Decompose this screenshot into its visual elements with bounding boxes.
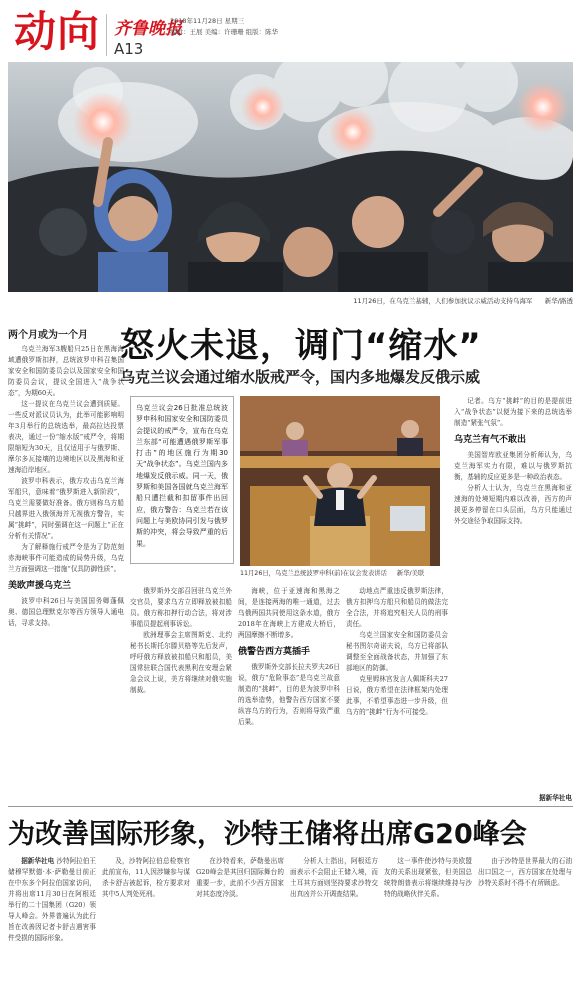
paragraph: 欧洲理事会主席图斯克、北约秘书长斯托尔滕贝格等先后发声，呼吁俄方释放被扣船只和船员，美国常驻联合国代表黑利在安理会紧急会议上说，美方将继续对俄实施制裁。 [130, 631, 232, 694]
section-subheading: 美欧声援乌克兰 [8, 581, 72, 591]
story2-column-1 [8, 856, 96, 990]
paragraph: 为了解释施行戒严令是为了防范刻赤海峡事件可能造成的局势升级，乌克兰方面强调这一措施“仅具防御性质”。 [8, 543, 124, 573]
date-line: 2018年11月28日 星期三 [170, 17, 245, 25]
main-story-column-3 [238, 586, 340, 804]
parliament-photo-illustration [240, 396, 440, 566]
story-divider [8, 806, 573, 807]
story2-column-5 [384, 856, 472, 990]
paragraph: 记者。乌方“挑衅”的目的是提前进入“战争状态”以便为接下来的总统选举制造“紧张气氛”。 [454, 397, 572, 427]
section-title: 动向 [14, 7, 101, 56]
story-kicker: 两个月或为一个月 [8, 330, 88, 341]
protest-photo [8, 62, 573, 292]
paragraph: 分析人士认为，乌克兰在黑海和亚速海的处境短期内难以改善，西方的声援更多停留在口头层面，乌方只能通过外交途径争取国际支持。 [454, 484, 572, 525]
paragraph: 乌克兰海军3艘船只25日在黑海海域遭俄罗斯扣押，总统波罗申科召集国家安全和国防委员会以及国家安全和国防委员会议，提议全国进入“战争状态”，为期60天。 [8, 345, 124, 397]
parliament-photo-caption [240, 568, 440, 580]
main-story-column-4 [346, 586, 448, 804]
paragraph: 分析人士指出，阿根廷方面表示不会阻止王储入境，而土耳其方面则坚持要求沙特交出真凶并公开调查结果。 [290, 857, 378, 898]
paragraph: 美国智库欧亚集团分析师认为，乌克兰海军实力有限，难以与俄罗斯抗衡，基辅的反应更多是一种政治表态。 [454, 451, 572, 481]
paragraph: 海峡，位于亚速海和黑海之间，是连接两海的唯一通道，过去乌俄两国共同使用这条水道，俄方2018年在海峡上方建成大桥后，两国摩擦不断增多。 [238, 587, 340, 639]
paragraph: 沙特阿拉伯王储穆罕默德·本·萨勒曼目前正在中东多个阿拉伯国家访问，并将出席11月30日在阿根廷举行的二十国集团（G20）领导人峰会。外界普遍认为此行旨在改善因记者卡舒吉遇害事件受损的国际形象。 [8, 857, 96, 942]
top-photo-credit: 新华/路透 [544, 297, 573, 305]
paragraph: 由于沙特是世界最大的石油出口国之一，西方国家在处理与沙特关系时不得不有所顾虑。 [478, 857, 572, 887]
main-headline: 怒火未退，调门“缩水” [120, 326, 482, 366]
header-dateline [170, 16, 278, 38]
main-subheadline: 乌克兰议会通过缩水版戒严令，国内多地爆发反俄示威 [120, 368, 481, 386]
story2-column-4 [290, 856, 378, 990]
paragraph: 克里姆林宫发言人佩斯科夫27日说，俄方希望在法律框架内处理此事，不希望事态进一步升级，但乌方的“挑衅”行为不可接受。 [346, 675, 448, 716]
paragraph: 在沙特看来，萨勒曼出席G20峰会是其回归国际舞台的重要一步，此前不少西方国家对其态度冷淡。 [196, 857, 284, 898]
story2-column-2 [102, 856, 190, 990]
paragraph: 动地点严重违反俄罗斯法律，俄方扣押乌方船只和船员的做法完全合法，并将追究相关人员的刑事责任。 [346, 587, 448, 628]
story2-dateline: 据新华社电 [21, 857, 55, 865]
paragraph: 这一事件使沙特与美欧盟友的关系出现紧张，但美国总统特朗普表示将继续维持与沙特的战略伙伴关系。 [384, 857, 472, 898]
main-story-column-right [454, 396, 572, 791]
masthead [0, 0, 580, 70]
story-summary-box: 乌克兰议会26日批准总统波罗申科和国家安全和国防委员会提议的戒严令，宣布在乌克兰东部“可能遭遇俄罗斯军事打击”的地区施行为期30天“战争状态”。乌克兰国内多地爆发反俄示威。同一天，俄罗斯和美国各国就乌克兰海军船只遭拦截和扣留事件出回应，俄方警告：乌克兰若在该问题上与美欧协同引发与俄罗斯的冲突，将会导致严重的后果。 [130, 396, 234, 564]
newspaper-logo: 齐鲁晚报 [114, 19, 182, 39]
top-photo-caption-text: 11月26日，在乌克兰基辅，人们参加抗议示威活动支持乌海军 [353, 297, 533, 305]
story2-column-3 [196, 856, 284, 990]
paragraph: 及，沙特阿拉伯总检察官此前宣布，11人因涉嫌参与谋杀卡舒吉被起诉，检方要求对其中5人判处死刑。 [102, 857, 190, 898]
header-divider [106, 14, 107, 56]
paragraph: 俄罗斯外交部召回驻乌克兰外交官员，要求乌方立即释放被扣船员。俄方称扣押行动合法，将对涉事船员提起刑事诉讼。 [130, 587, 232, 628]
story2-column-6 [478, 856, 572, 990]
paragraph: 波罗申科表示，俄方攻击乌克兰海军船只，意味着“俄罗斯进入新阶段”，乌克兰需要做好准备。俄方则称乌方船只越界进入俄领海并无视俄方警告，实属“挑衅”，同时强调在这一问题上“正在分析有关情况”。 [8, 477, 124, 540]
second-headline: 为改善国际形象，沙特王储将出席G20峰会 [8, 819, 527, 850]
section-subheading: 俄警告西方莫插手 [238, 647, 311, 657]
main-story-source: 据新华社电 [539, 794, 572, 802]
parliament-photo-credit: 新华/美联 [396, 570, 425, 577]
top-photo-caption [8, 294, 573, 308]
editor-line: 编辑：王展 美编：许珊珊 组版：陈华 [170, 28, 279, 36]
paragraph: 这一提议在乌克兰议会遭到质疑。一些反对派议员认为，此举可能影响明年3月举行的总统选举，最高拉达投票表决，通过一份“缩水版”戒严令，将期限缩短为30天，且仅适用于与俄罗斯、摩尔多瓦接壤的边境地区以及黑海和亚速海沿岸地区。 [8, 400, 124, 474]
paragraph: 乌克兰国家安全和国防委员会秘书图尔奇诺夫说，乌方已将部队调整至全面战备状态，并加强了东部地区的防御。 [346, 631, 448, 672]
protest-photo-illustration [8, 62, 573, 292]
section-subheading: 乌克兰有气不敢出 [454, 435, 527, 445]
paragraph: 波罗申科26日与美国国务卿蓬佩奥、德国总理默克尔等西方领导人通电话，寻求支持。 [8, 597, 124, 627]
main-story-column-2 [130, 586, 232, 804]
page-number: A13 [114, 40, 144, 58]
parliament-caption-text: 11月26日，乌克兰总统波罗申科(前)在议会发表讲话 [240, 570, 387, 577]
parliament-photo [240, 396, 440, 566]
paragraph: 俄罗斯外交部长拉夫罗夫26日说，俄方“危险事态”是乌克兰故意制造的“挑衅”，目的是为波罗申科的选举造势，他警告西方国家不要纵容乌方的行为，否则将导致严重后果。 [238, 663, 340, 726]
main-story-column-1 [8, 344, 124, 804]
